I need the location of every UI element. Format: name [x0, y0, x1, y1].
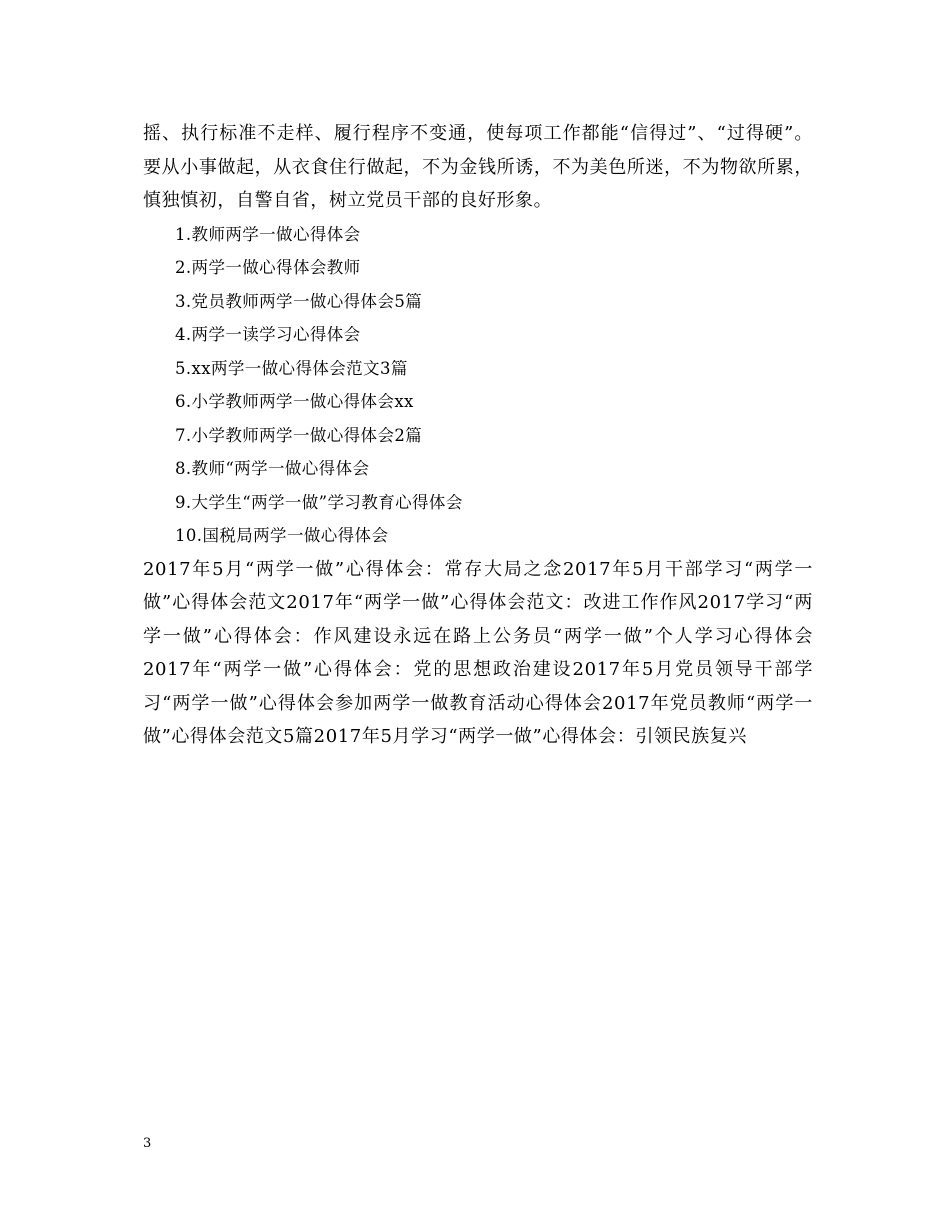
related-articles-list: [143, 218, 813, 553]
list-item[interactable]: 8.教师“两学一做心得体会: [175, 459, 370, 478]
intro-paragraph: 摇、执行标准不走样、履行程序不变通，使每项工作都能“信得过”、“过得硬”。要从小事做起，从衣食住行做起，不为金钱所诱，不为美色所迷，不为物欲所累，慎独慎初，自警自省，树立党员干部的良好形象。: [143, 123, 813, 211]
closing-paragraph: 2017年5月“两学一做”心得体会：常存大局之念2017年5月干部学习“两学一做”心得体会范文2017年“两学一做”心得体会范文：改进工作作风2017学习“两学一做”心得体会：作风建设永远在路上公务员“两学一做”个人学习心得体会2017年“两学一做”心得体会：党的思想政治建设2017年5月党员领导干部学习“两学一做”心得体会参加两学一做教育活动心得体会2017年党员教师“两学一做”心得体会范文5篇2017年5月学习“两学一做”心得体会：引领民族复兴: [143, 558, 813, 747]
document-body: [143, 117, 813, 754]
list-item[interactable]: 3.党员教师两学一做心得体会5篇: [175, 291, 423, 311]
list-item[interactable]: 7.小学教师两学一做心得体会2篇: [175, 425, 423, 445]
list-item[interactable]: 2.两学一做心得体会教师: [175, 258, 361, 277]
page-number: 3: [143, 1136, 152, 1151]
list-item[interactable]: 6.小学教师两学一做心得体会xx: [175, 392, 414, 411]
list-item[interactable]: 9.大学生“两学一做”学习教育心得体会: [175, 492, 463, 512]
list-item[interactable]: 5.xx两学一做心得体会范文3篇: [175, 358, 408, 378]
list-item[interactable]: 4.两学一读学习心得体会: [175, 325, 361, 344]
list-item[interactable]: 1.教师两学一做心得体会: [175, 224, 361, 244]
list-item[interactable]: 10.国税局两学一做心得体会: [175, 526, 389, 545]
